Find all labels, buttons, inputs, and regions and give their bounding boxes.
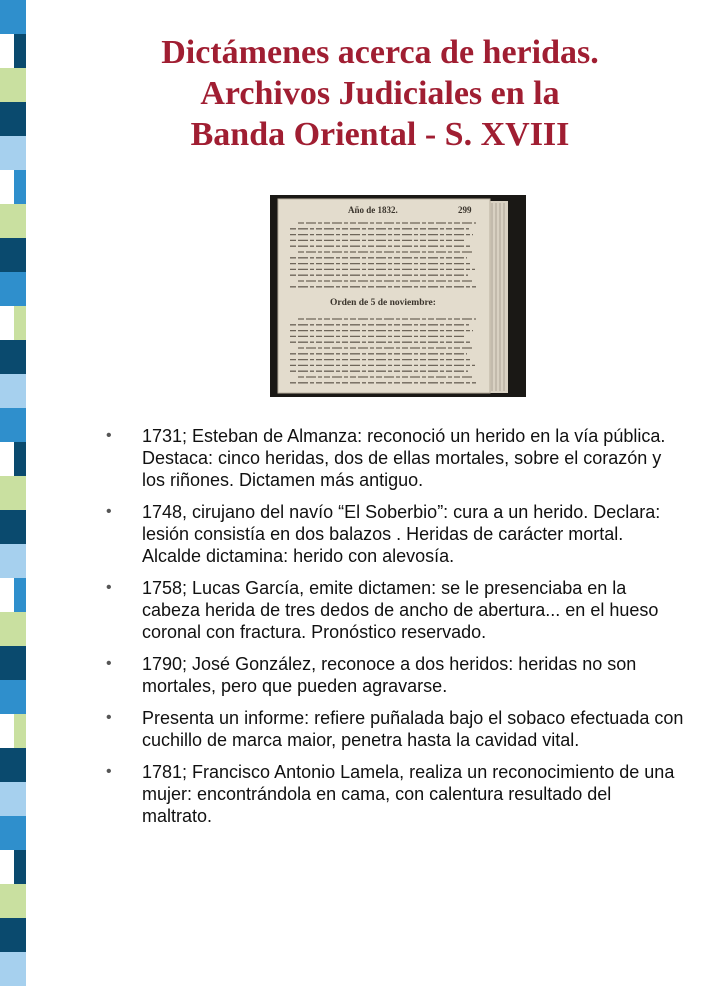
stripe-segment bbox=[0, 544, 26, 578]
stripe-segment bbox=[0, 476, 26, 510]
bullet-text: 1731; Esteban de Almanza: reconoció un herido en la vía pública. Destaca: cinco heridas, dos de ellas mortales, sobre el corazón y los riñones. Dictamen más antiguo. bbox=[142, 426, 666, 490]
stripe-segment bbox=[0, 612, 26, 646]
photo-header-left: Año de 1832. bbox=[348, 205, 398, 215]
bullet-dot-icon: • bbox=[106, 503, 112, 520]
stripe-segment bbox=[0, 510, 26, 544]
stripe-segment bbox=[0, 918, 26, 952]
stripe-segment bbox=[0, 0, 26, 34]
bullet-dot-icon: • bbox=[106, 579, 112, 596]
title-line: Banda Oriental - S. XVIII bbox=[190, 116, 570, 153]
bullet-item bbox=[106, 761, 686, 827]
decorative-stripe bbox=[0, 0, 26, 960]
stripe-segment bbox=[14, 170, 26, 204]
bullet-dot-icon: • bbox=[106, 763, 112, 780]
bullet-item bbox=[106, 577, 686, 643]
stripe-segment bbox=[0, 952, 26, 986]
stripe-segment bbox=[0, 102, 26, 136]
bullet-text: Presenta un informe: refiere puñalada bajo el sobaco efectuada con cuchillo de marca maior, penetra hasta la cavidad vital. bbox=[142, 708, 684, 750]
stripe-segment bbox=[14, 850, 26, 884]
stripe-segment bbox=[0, 340, 26, 374]
stripe-segment bbox=[14, 306, 26, 340]
stripe-segment bbox=[0, 680, 26, 714]
bullet-dot-icon: • bbox=[106, 427, 112, 444]
stripe-segment bbox=[0, 884, 26, 918]
stripe-segment bbox=[0, 748, 26, 782]
bullet-item bbox=[106, 425, 686, 491]
document-photo bbox=[270, 195, 526, 397]
photo-header-right: 299 bbox=[458, 205, 472, 215]
stripe-segment bbox=[0, 68, 26, 102]
bullet-dot-icon: • bbox=[106, 655, 112, 672]
photo-heading: Orden de 5 de noviembre: bbox=[330, 298, 436, 308]
bullet-dot-icon: • bbox=[106, 709, 112, 726]
bullet-text: 1781; Francisco Antonio Lamela, realiza un reconocimiento de una mujer: encontrándola en cama, con calentura resultado del maltrato. bbox=[142, 762, 675, 826]
title-line: Archivos Judiciales en la bbox=[200, 75, 560, 112]
bullet-item bbox=[106, 653, 686, 697]
bullet-item bbox=[106, 501, 686, 567]
title-line: Dictámenes acerca de heridas. bbox=[161, 34, 599, 71]
slide-title bbox=[60, 32, 700, 155]
stripe-segment bbox=[14, 442, 26, 476]
stripe-segment bbox=[14, 34, 26, 68]
stripe-segment bbox=[14, 714, 26, 748]
bullet-list bbox=[106, 425, 686, 837]
bullet-text: 1758; Lucas García, emite dictamen: se le presenciaba en la cabeza herida de tres dedos de ancho de abertura... en el hueso coronal con fractura. Pronóstico reservado. bbox=[142, 578, 659, 642]
stripe-segment bbox=[0, 238, 26, 272]
document-page-image bbox=[270, 195, 526, 397]
stripe-segment bbox=[14, 578, 26, 612]
stripe-segment bbox=[0, 408, 26, 442]
bullet-text: 1748, cirujano del navío “El Soberbio”: cura a un herido. Declara: lesión consistía en dos balazos . Heridas de carácter mortal. Alcalde dictamina: herido con alevosía. bbox=[142, 502, 661, 566]
stripe-segment bbox=[0, 204, 26, 238]
stripe-segment bbox=[0, 272, 26, 306]
bullet-text: 1790; José González, reconoce a dos heridos: heridas no son mortales, pero que pueden agravarse. bbox=[142, 654, 637, 696]
bullet-item bbox=[106, 707, 686, 751]
stripe-segment bbox=[0, 782, 26, 816]
stripe-segment bbox=[0, 374, 26, 408]
stripe-segment bbox=[0, 136, 26, 170]
stripe-segment bbox=[0, 646, 26, 680]
stripe-segment bbox=[0, 816, 26, 850]
